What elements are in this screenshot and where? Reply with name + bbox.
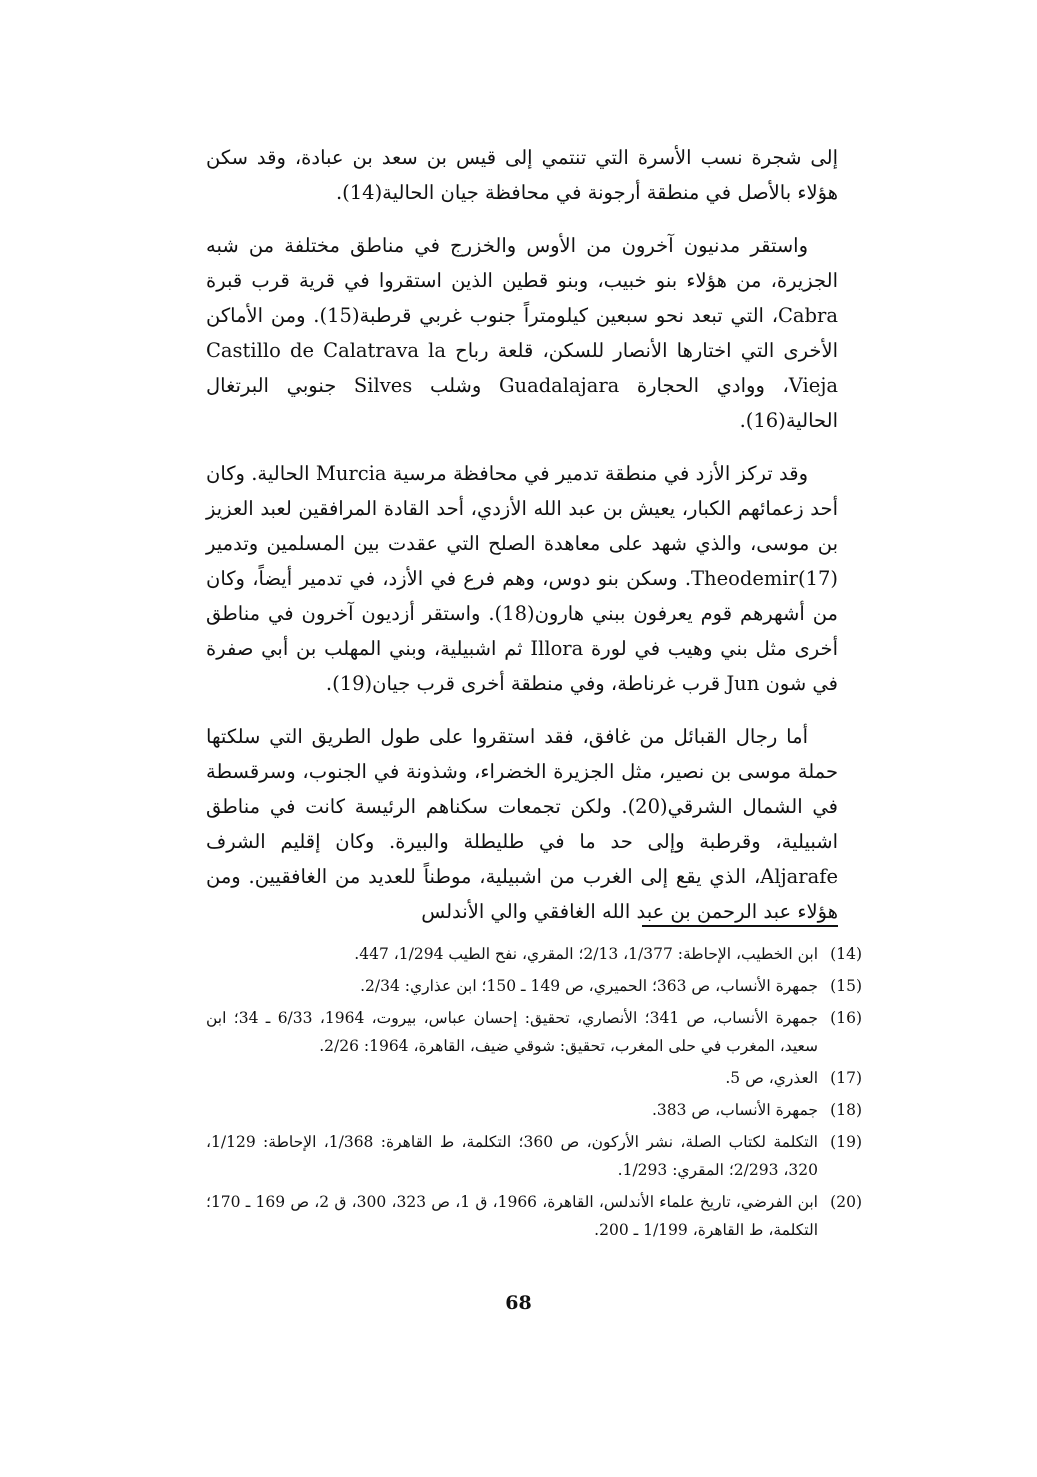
footnotes — [206, 940, 862, 1248]
footnote-text: العذري، ص 5. — [725, 1069, 818, 1087]
footnote-number: (15) — [830, 977, 862, 995]
main-text — [206, 140, 838, 929]
footnote-text: جمهرة الأنساب، ص 341؛ الأنصاري، تحقيق: إحسان عباس، بيروت، 1964، 6/33 ـ 34؛ ابن سعيد، المغرب في حلى المغرب، تحقيق: شوقي ضيف، القاهرة، 1964: 2/26. — [206, 1009, 818, 1055]
footnote-separator — [642, 925, 838, 927]
paragraph-4: أما رجال القبائل من غافق، فقد استقروا على طول الطريق التي سلكتها حملة موسى بن نصير، مثل الجزيرة الخضراء، وشذونة في الجنوب، وسرقسطة في الشمال الشرقي(20). ولكن تجمعات سكناهم الرئيسة كانت في مناطق اشبيلية، وقرطبة وإلى حد ما في طليطلة والبيرة. وكان إقليم الشرف Aljarafe، الذي يقع إلى الغرب من اشبيلية، موطناً للعديد من الغافقيين. ومن هؤلاء عبد الرحمن بن عبد الله الغافقي والي الأندلس — [206, 725, 838, 923]
footnote-number: (18) — [830, 1101, 862, 1119]
footnote-15 — [206, 972, 862, 1000]
footnote-text: جمهرة الأنساب، ص 383. — [651, 1101, 818, 1119]
paragraph-2: واستقر مدنيون آخرون من الأوس والخزرج في مناطق مختلفة من شبه الجزيرة، من هؤلاء بنو خبيب، وبنو قطين الذين استقروا في قرية قرب قبرة Cabra، التي تبعد نحو سبعين كيلومتراً جنوب غربي قرطبة(15). ومن الأماكن الأخرى التي اختارها الأنصار للسكن، قلعة رباح Castillo de Calatrava la Vieja، ووادي الحجارة Guadalajara وشلب Silves جنوبي البرتغال الحالية(16). — [206, 234, 839, 432]
footnote-20 — [206, 1188, 862, 1244]
footnote-number: (16) — [830, 1009, 862, 1027]
paragraph-1: إلى شجرة نسب الأسرة التي تنتمي إلى قيس بن سعد بن عبادة، وقد سكن هؤلاء بالأصل في منطقة أرجونة في محافظة جيان الحالية(14). — [206, 146, 838, 204]
footnote-number: (19) — [830, 1133, 862, 1151]
footnote-text: التكلمة لكتاب الصلة، نشر الأركون، ص 360؛ التكلمة، ط القاهرة: 1/368، الإحاطة: 1/129، 320، 2/293؛ المقري: 1/293. — [206, 1133, 818, 1179]
footnote-number: (14) — [830, 945, 862, 963]
footnote-14 — [206, 940, 862, 968]
footnote-number: (20) — [830, 1193, 862, 1211]
footnote-19 — [206, 1128, 862, 1184]
footnote-16 — [206, 1004, 862, 1060]
footnote-text: ابن الخطيب، الإحاطة: 1/377، 2/13؛ المقري، نفح الطيب 1/294، 447. — [354, 945, 818, 963]
footnote-number: (17) — [830, 1069, 862, 1087]
page-number: 68 — [505, 1292, 532, 1314]
paragraph-3: وقد تركز الأزد في منطقة تدمير في محافظة مرسية Murcia الحالية. وكان أحد زعمائهم الكبار، يعيش بن عبد الله الأزدي، أحد القادة المرافقين لعبد العزيز بن موسى، والذي شهد على معاهدة الصلح التي عقدت بين المسلمين وتدمير Theodemir(17). وسكن بنو دوس، وهم فرع في الأزد، في تدمير أيضاً، وكان من أشهرهم قوم يعرفون ببني هارون(18). واستقر أزديون آخرون في مناطق أخرى مثل بني وهيب في لورة Illora ثم اشبيلية، وبني المهلب بن أبي صفرة في شون Jun قرب غرناطة، وفي منطقة أخرى قرب جيان(19). — [206, 462, 839, 695]
footnote-text: جمهرة الأنساب، ص 363؛ الحميري، ص 149 ـ 150؛ ابن عذاري: 2/34. — [360, 977, 818, 995]
footnote-text: ابن الفرضي، تاريخ علماء الأندلس، القاهرة، 1966، ق 1، ص 323، 300، ق 2، ص 169 ـ 170؛ التكلمة، ط القاهرة، 1/199 ـ 200. — [206, 1193, 818, 1239]
footnote-17 — [206, 1064, 862, 1092]
footnote-18 — [206, 1096, 862, 1124]
